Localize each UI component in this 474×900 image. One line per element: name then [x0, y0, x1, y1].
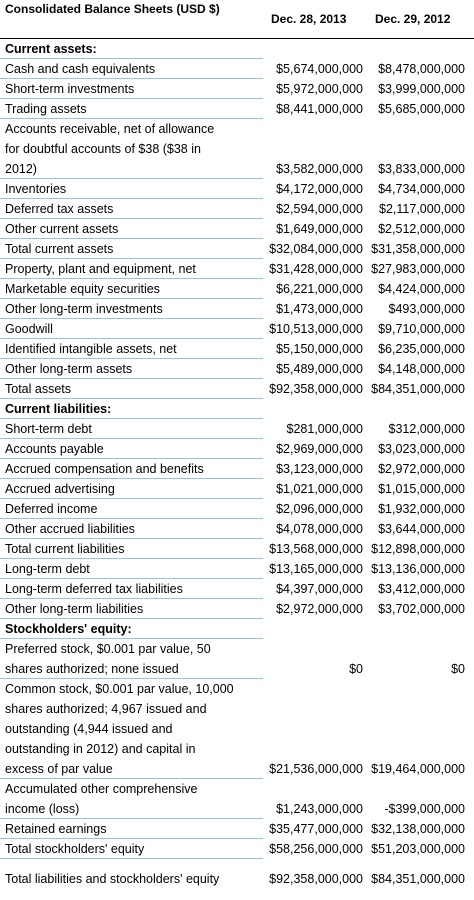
table-row [0, 819, 474, 839]
row-label-line: Identified intangible assets, net [5, 342, 177, 356]
row-label [5, 239, 261, 259]
row-label [5, 379, 261, 399]
table-header [0, 0, 474, 39]
row-label-line: Goodwill [5, 322, 53, 336]
row-label-line: Accounts receivable, net of allowance [5, 122, 215, 136]
column-header-2012: Dec. 29, 2012 [375, 12, 451, 26]
value-2013: $1,021,000,000 [276, 482, 363, 496]
value-2013: $92,358,000,000 [269, 382, 363, 396]
row-label-line: Other accrued liabilities [5, 522, 135, 536]
value-2012: $4,424,000,000 [378, 282, 465, 296]
row-label [5, 59, 261, 79]
table-row [0, 479, 474, 499]
table-row [0, 99, 474, 119]
row-label-line: Other long-term investments [5, 302, 163, 316]
table-row [0, 279, 474, 299]
table-row [0, 639, 474, 679]
value-2013: $3,123,000,000 [276, 462, 363, 476]
row-label [5, 599, 261, 619]
value-2013: $281,000,000 [286, 422, 363, 436]
row-label [5, 579, 261, 599]
row-label [5, 79, 261, 99]
row-label-line: excess of par value [5, 762, 113, 776]
value-2013: $3,582,000,000 [276, 162, 363, 176]
section-header-row [0, 619, 474, 639]
table-row [0, 439, 474, 459]
row-label-line: Total stockholders' equity [5, 842, 145, 856]
value-2013: $35,477,000,000 [269, 822, 363, 836]
section-header-row [0, 39, 474, 59]
row-label-line: Deferred income [5, 502, 98, 516]
value-2012: $4,148,000,000 [378, 362, 465, 376]
table-row [0, 779, 474, 819]
sheet-title: Consolidated Balance Sheets (USD $) [5, 2, 220, 16]
table-row [0, 539, 474, 559]
value-2013: $1,473,000,000 [276, 302, 363, 316]
row-label-line: Long-term debt [5, 562, 90, 576]
row-label-line: Current assets: [5, 42, 97, 56]
table-row [0, 219, 474, 239]
table-row [0, 599, 474, 619]
row-label [5, 119, 261, 179]
value-2013: $2,969,000,000 [276, 442, 363, 456]
column-header-2013: Dec. 28, 2013 [271, 12, 347, 26]
table-row [0, 459, 474, 479]
row-label [5, 399, 261, 419]
table-row [0, 839, 474, 859]
row-label-line: Accumulated other comprehensive [5, 782, 198, 796]
row-label-line: Accounts payable [5, 442, 104, 456]
value-2013: $2,594,000,000 [276, 202, 363, 216]
value-2012: $493,000,000 [388, 302, 465, 316]
value-2013: $5,972,000,000 [276, 82, 363, 96]
value-2012: $312,000,000 [388, 422, 465, 436]
value-2013: $13,165,000,000 [269, 562, 363, 576]
value-2012: $32,138,000,000 [371, 822, 465, 836]
row-label [5, 499, 261, 519]
row-label [5, 479, 261, 499]
table-body [0, 39, 474, 889]
table-row [0, 419, 474, 439]
value-2012: $2,117,000,000 [379, 202, 465, 216]
table-row [0, 339, 474, 359]
value-2012: $4,734,000,000 [378, 182, 465, 196]
value-2013: $58,256,000,000 [269, 842, 363, 856]
value-2012: $13,136,000,000 [371, 562, 465, 576]
table-row [0, 519, 474, 539]
row-label [5, 39, 261, 59]
value-2013: $4,078,000,000 [276, 522, 363, 536]
value-2013: $0 [349, 662, 363, 676]
value-2012: $3,702,000,000 [378, 602, 465, 616]
value-2012: $19,464,000,000 [371, 762, 465, 776]
table-row [0, 579, 474, 599]
row-label [5, 639, 261, 679]
row-label [5, 199, 261, 219]
row-label-line: Inventories [5, 182, 67, 196]
value-2013: $31,428,000,000 [269, 262, 363, 276]
value-2013: $1,649,000,000 [276, 222, 363, 236]
value-2012: $51,203,000,000 [371, 842, 465, 856]
row-label-line: Accrued advertising [5, 482, 115, 496]
row-label [5, 99, 261, 119]
table-row [0, 239, 474, 259]
value-2012: $31,358,000,000 [371, 242, 465, 256]
row-label-line: Retained earnings [5, 822, 107, 836]
table-row [0, 379, 474, 399]
row-label [5, 439, 261, 459]
row-label-line: Total current liabilities [5, 542, 125, 556]
value-2012: $3,999,000,000 [378, 82, 465, 96]
value-2012: $3,644,000,000 [378, 522, 465, 536]
table-row [0, 119, 474, 179]
value-2012: $3,023,000,000 [378, 442, 465, 456]
row-label-line: for doubtful accounts of $38 ($38 in [5, 142, 201, 156]
table-row [0, 559, 474, 579]
row-label-line: Stockholders' equity: [5, 622, 132, 636]
table-row [0, 499, 474, 519]
value-2013: $5,150,000,000 [276, 342, 363, 356]
table-row [0, 319, 474, 339]
table-row [0, 679, 474, 779]
table-row [0, 59, 474, 79]
row-label-line: Total assets [5, 382, 72, 396]
value-2012: $6,235,000,000 [378, 342, 465, 356]
row-label-line: Cash and cash equivalents [5, 62, 156, 76]
row-label-line: Total liabilities and stockholders' equity [5, 872, 220, 886]
value-2013: $1,243,000,000 [276, 802, 363, 816]
row-label [5, 519, 261, 539]
row-label [5, 419, 261, 439]
row-label-line: Short-term investments [5, 82, 135, 96]
row-label [5, 219, 261, 239]
value-2012: $5,685,000,000 [378, 102, 465, 116]
row-label [5, 279, 261, 299]
row-label-line: outstanding (4,944 issued and [5, 722, 173, 736]
row-label-line: Other long-term liabilities [5, 602, 144, 616]
value-2012: $84,351,000,000 [371, 872, 465, 886]
value-2013: $13,568,000,000 [269, 542, 363, 556]
table-row [0, 869, 474, 889]
row-label-line: outstanding in 2012) and capital in [5, 742, 196, 756]
table-row [0, 259, 474, 279]
row-label-line: Short-term debt [5, 422, 92, 436]
row-label [5, 779, 261, 819]
row-label [5, 679, 261, 779]
row-label-line: shares authorized; 4,967 issued and [5, 702, 207, 716]
table-row [0, 179, 474, 199]
value-2013: $92,358,000,000 [269, 872, 363, 886]
row-label-line: Other current assets [5, 222, 119, 236]
row-label [5, 319, 261, 339]
row-label-line: Accrued compensation and benefits [5, 462, 204, 476]
row-label [5, 819, 261, 839]
row-label [5, 619, 261, 639]
row-label [5, 539, 261, 559]
row-label-line: Deferred tax assets [5, 202, 114, 216]
row-spacer [0, 859, 474, 869]
value-2012: $0 [451, 662, 465, 676]
row-label [5, 459, 261, 479]
row-label [5, 559, 261, 579]
row-label [5, 359, 261, 379]
row-label-line: Trading assets [5, 102, 87, 116]
row-label [5, 339, 261, 359]
value-2013: $6,221,000,000 [276, 282, 363, 296]
value-2012: $12,898,000,000 [371, 542, 465, 556]
row-label-line: Property, plant and equipment, net [5, 262, 196, 276]
value-2012: $2,512,000,000 [378, 222, 465, 236]
value-2012: $27,983,000,000 [371, 262, 465, 276]
row-label-line: income (loss) [5, 802, 80, 816]
value-2012: $1,932,000,000 [378, 502, 465, 516]
row-label [5, 869, 261, 889]
row-label-line: Long-term deferred tax liabilities [5, 582, 183, 596]
row-label-line: shares authorized; none issued [5, 662, 179, 676]
value-2012: $84,351,000,000 [371, 382, 465, 396]
table-row [0, 359, 474, 379]
row-label [5, 839, 261, 859]
row-label-line: Marketable equity securities [5, 282, 160, 296]
value-2012: $1,015,000,000 [378, 482, 465, 496]
row-label-line: Preferred stock, $0.001 par value, 50 [5, 642, 211, 656]
section-header-row [0, 399, 474, 419]
value-2012: $9,710,000,000 [378, 322, 465, 336]
value-2012: $3,833,000,000 [378, 162, 465, 176]
row-label-line: 2012) [5, 162, 37, 176]
row-label-line: Current liabilities: [5, 402, 112, 416]
row-label [5, 259, 261, 279]
value-2012: $3,412,000,000 [378, 582, 465, 596]
table-row [0, 199, 474, 219]
row-label [5, 179, 261, 199]
table-row [0, 299, 474, 319]
value-2013: $5,674,000,000 [276, 62, 363, 76]
value-2012: $2,972,000,000 [378, 462, 465, 476]
value-2013: $21,536,000,000 [269, 762, 363, 776]
value-2012: -$399,000,000 [384, 802, 465, 816]
value-2012: $8,478,000,000 [378, 62, 465, 76]
value-2013: $4,397,000,000 [276, 582, 363, 596]
value-2013: $5,489,000,000 [276, 362, 363, 376]
value-2013: $4,172,000,000 [276, 182, 363, 196]
row-label-line: Other long-term assets [5, 362, 133, 376]
value-2013: $10,513,000,000 [269, 322, 363, 336]
value-2013: $2,972,000,000 [276, 602, 363, 616]
row-label-line: Total current assets [5, 242, 114, 256]
value-2013: $8,441,000,000 [276, 102, 363, 116]
value-2013: $32,084,000,000 [269, 242, 363, 256]
value-2013: $2,096,000,000 [276, 502, 363, 516]
row-label [5, 299, 261, 319]
table-row [0, 79, 474, 99]
row-label-line: Common stock, $0.001 par value, 10,000 [5, 682, 234, 696]
